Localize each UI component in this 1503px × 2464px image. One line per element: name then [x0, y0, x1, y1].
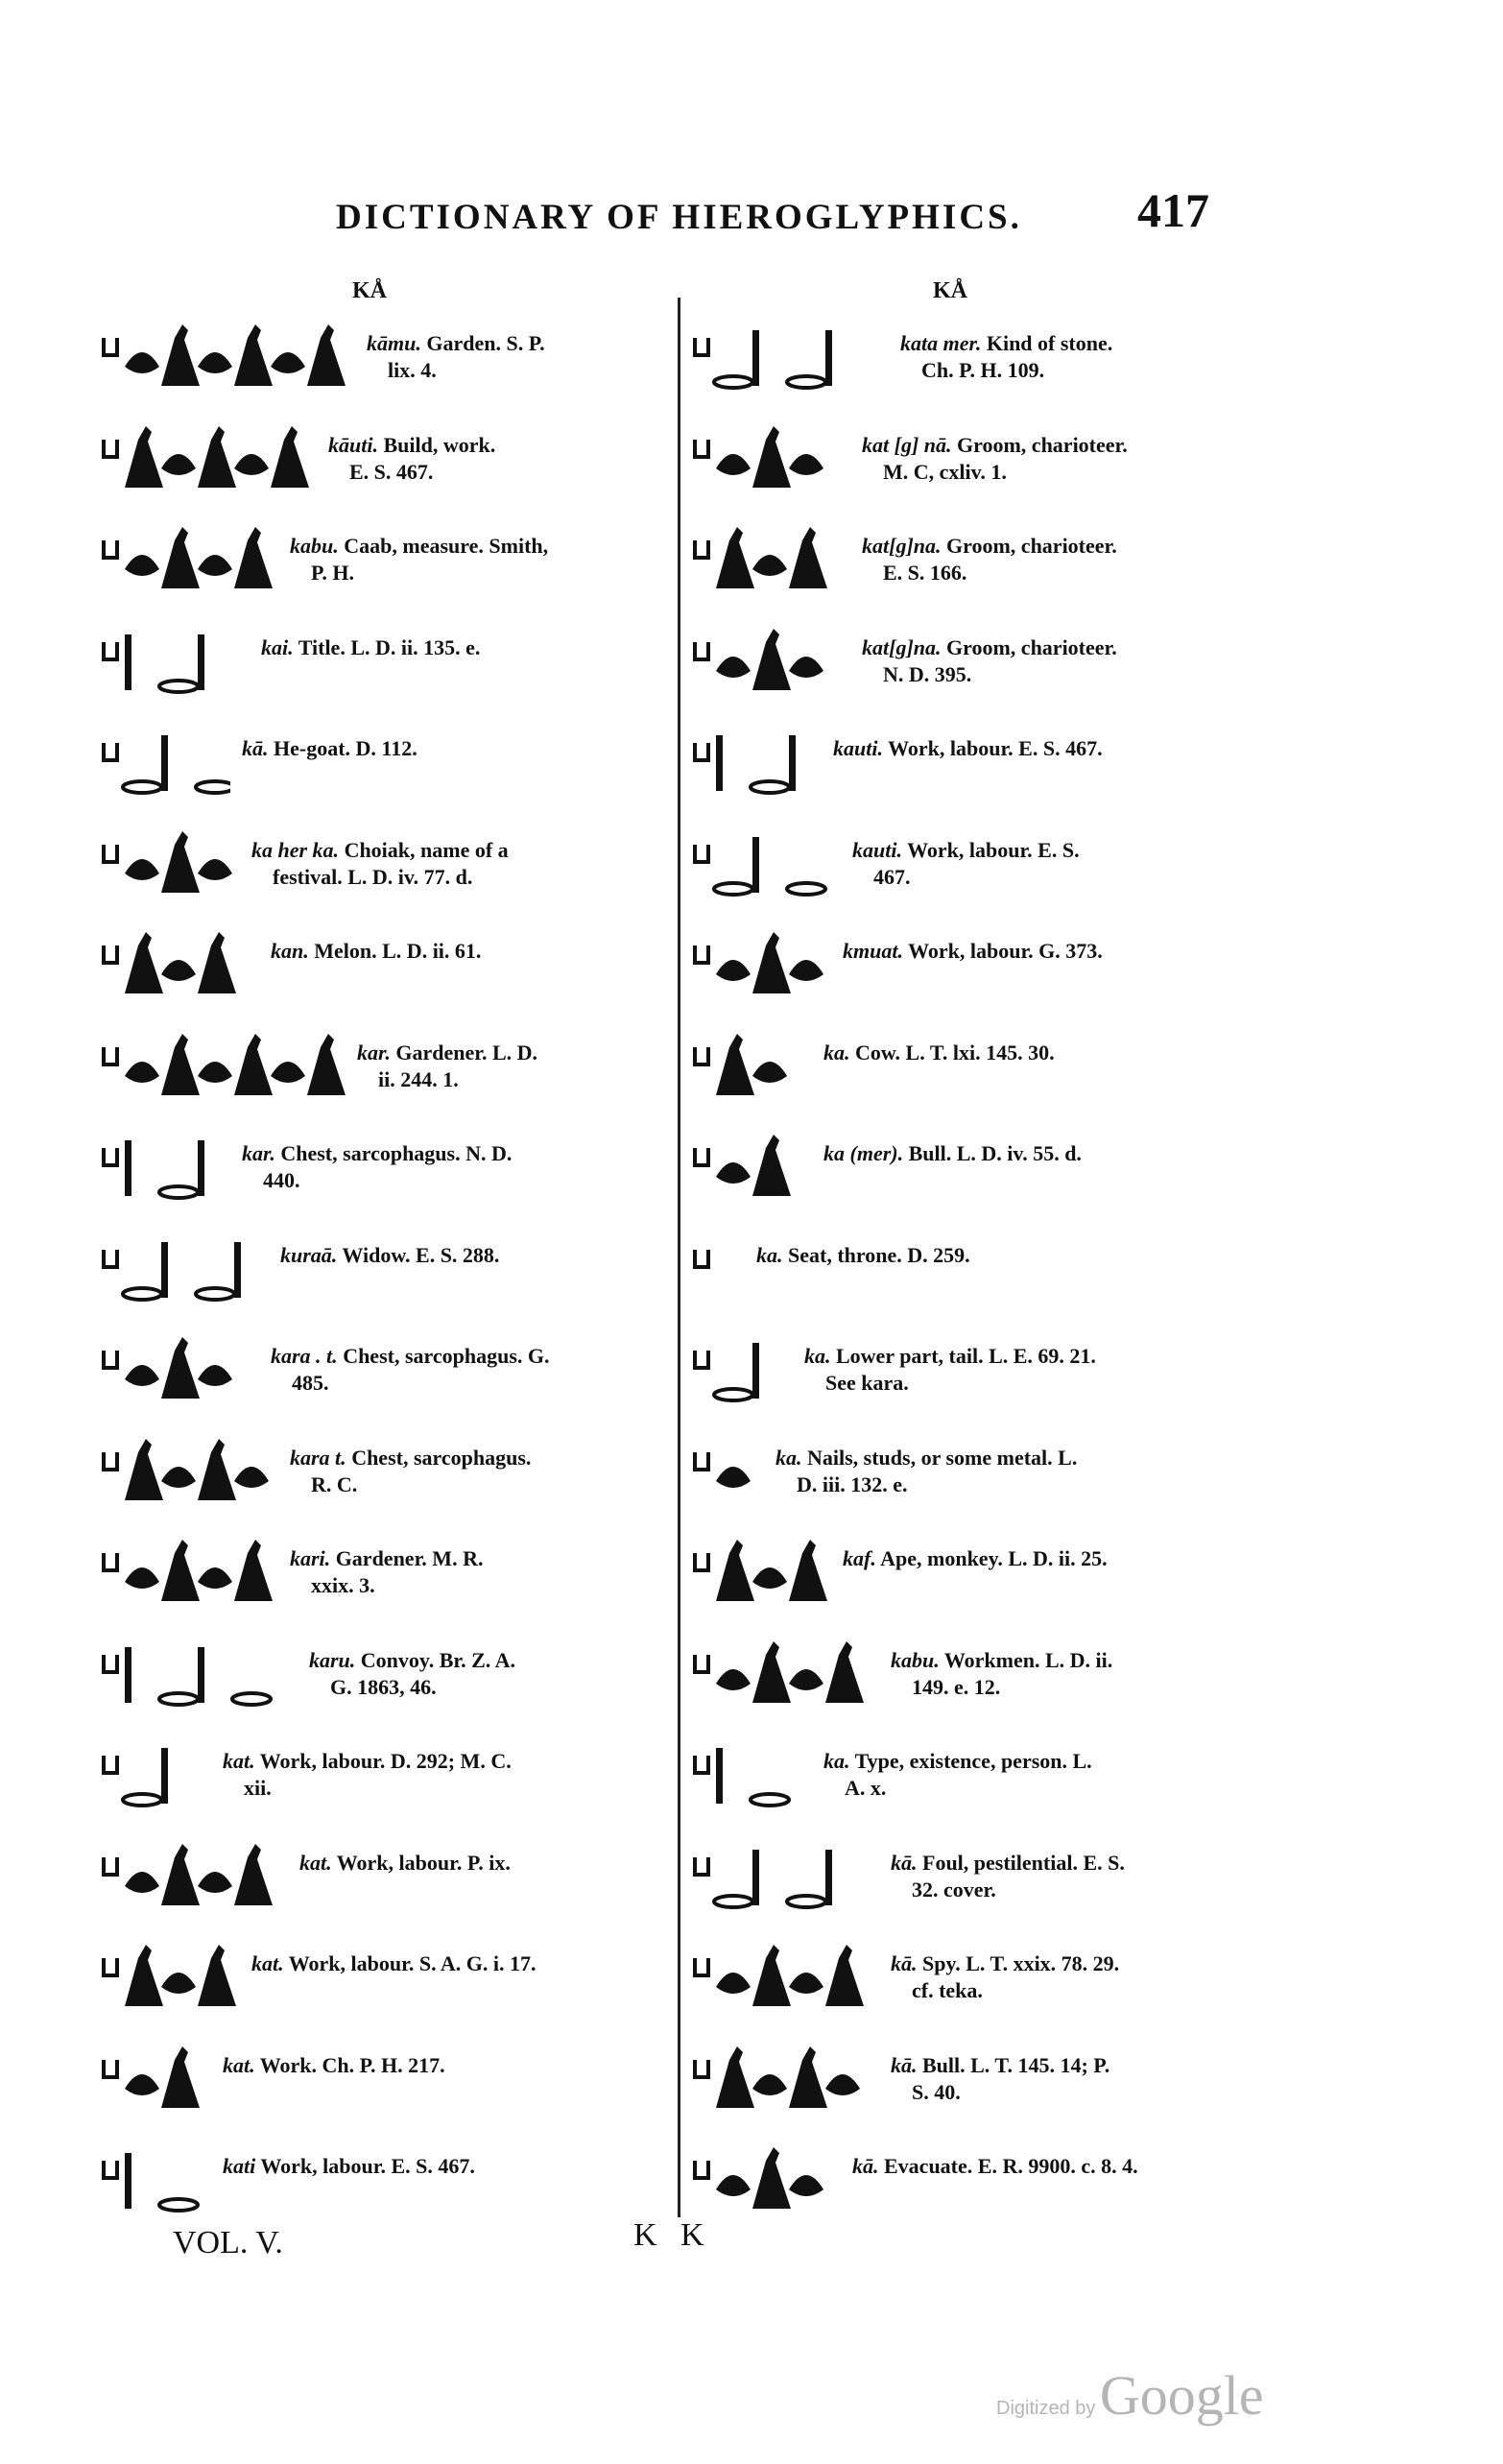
hieroglyph-group-icon — [96, 1626, 298, 1714]
hieroglyph-group-icon — [687, 512, 850, 600]
dictionary-entry — [96, 512, 653, 608]
entry-text — [223, 2153, 475, 2180]
entry-word: ka. — [823, 1749, 850, 1773]
entry-word: ka. — [775, 1446, 802, 1470]
entry-word: kat. — [223, 2053, 255, 2077]
entry-text — [862, 533, 1117, 586]
entry-definition: Lower part, tail. L. E. 69. 21. — [830, 1344, 1096, 1368]
dictionary-entry — [687, 1727, 1244, 1823]
entry-continuation: M. C, cxliv. 1. — [883, 460, 1007, 484]
dictionary-entry — [687, 512, 1244, 608]
entry-word: kaf. — [843, 1546, 876, 1570]
entry-continuation: G. 1863, 46. — [330, 1675, 437, 1699]
dictionary-entry — [96, 1018, 653, 1114]
entry-continuation: 32. cover. — [912, 1878, 996, 1902]
hieroglyph-group-icon — [96, 1727, 211, 1815]
entry-continuation: cf. teka. — [912, 1978, 983, 2002]
entry-text — [843, 938, 1103, 965]
entry-text — [251, 1950, 536, 1977]
entry-word: kari. — [290, 1546, 331, 1570]
dictionary-entry — [687, 1322, 1244, 1418]
entry-word: ka (mer). — [823, 1141, 904, 1165]
right-column-heading: KÅ — [933, 278, 967, 303]
entry-text — [271, 1343, 550, 1397]
entry-continuation: See kara. — [825, 1371, 909, 1395]
watermark-small: Digitized by — [996, 2398, 1096, 2419]
entry-definition: Work, labour. P. ix. — [331, 1851, 511, 1875]
entry-definition: Type, existence, person. L. — [849, 1749, 1092, 1773]
entry-text — [290, 533, 548, 586]
entry-continuation: 149. e. 12. — [912, 1675, 1001, 1699]
entry-definition: Seat, throne. D. 259. — [782, 1243, 970, 1267]
entry-text — [223, 1748, 512, 1802]
dictionary-entry — [687, 1829, 1244, 1925]
dictionary-entry — [96, 917, 653, 1013]
entry-definition: Cow. L. T. lxi. 145. 30. — [849, 1041, 1055, 1065]
entry-definition: Groom, charioteer. — [941, 534, 1117, 558]
entry-word: kara . t. — [271, 1344, 338, 1368]
entry-text — [309, 1647, 515, 1701]
entry-text — [280, 1242, 499, 1269]
dictionary-entry — [687, 816, 1244, 912]
entry-definition: Groom, charioteer. — [941, 635, 1117, 659]
entry-definition: Gardener. M. R. — [330, 1546, 484, 1570]
entry-text — [261, 634, 480, 661]
hieroglyph-group-icon — [96, 512, 278, 600]
entry-text — [223, 2052, 445, 2079]
entry-definition: Chest, sarcophagus. G. — [337, 1344, 550, 1368]
dictionary-entry — [687, 714, 1244, 810]
entry-definition: Garden. S. P. — [420, 331, 545, 355]
entry-definition: Convoy. Br. Z. A. — [355, 1648, 515, 1672]
hieroglyph-group-icon — [687, 1423, 764, 1512]
entry-definition: Ape, monkey. L. D. ii. 25. — [875, 1546, 1108, 1570]
entry-word: ka. — [804, 1344, 831, 1368]
entry-definition: Melon. L. D. ii. 61. — [308, 939, 482, 963]
entry-word: kāuti. — [328, 433, 378, 457]
entry-word: kabu. — [891, 1648, 940, 1672]
entry-word: kat. — [223, 1749, 255, 1773]
hieroglyph-group-icon — [96, 1423, 278, 1512]
entry-definition: Widow. E. S. 288. — [337, 1243, 500, 1267]
left-column-heading: KÅ — [352, 278, 387, 303]
dictionary-entry — [96, 2132, 653, 2228]
entry-text — [862, 432, 1128, 486]
entry-word: kar. — [357, 1041, 391, 1065]
dictionary-entry — [96, 1524, 653, 1620]
dictionary-entry — [687, 917, 1244, 1013]
entry-definition: Kind of stone. — [981, 331, 1113, 355]
entry-text — [804, 1343, 1096, 1397]
entry-text — [823, 1040, 1055, 1066]
dictionary-entry — [687, 1626, 1244, 1722]
dictionary-entry — [96, 1322, 653, 1418]
hieroglyph-group-icon — [687, 1322, 793, 1410]
hieroglyph-group-icon — [687, 1626, 879, 1714]
hieroglyph-group-icon — [687, 1727, 812, 1815]
hieroglyph-group-icon — [687, 1829, 879, 1917]
entry-word: ka. — [756, 1243, 783, 1267]
entry-definition: Work, labour. E. S. 467. — [255, 2154, 475, 2178]
hieroglyph-group-icon — [687, 714, 822, 802]
entry-text — [900, 330, 1112, 384]
entry-text — [891, 1950, 1119, 2004]
entry-definition: Work, labour. E. S. — [901, 838, 1080, 862]
page-number: 417 — [1137, 183, 1209, 237]
entry-definition: Evacuate. E. R. 9900. c. 8. 4. — [878, 2154, 1138, 2178]
hieroglyph-group-icon — [687, 2031, 879, 2119]
dictionary-entry — [687, 411, 1244, 507]
entry-text — [271, 938, 481, 965]
hieroglyph-group-icon — [96, 714, 230, 802]
entry-text — [852, 2153, 1138, 2180]
entry-text — [843, 1545, 1108, 1572]
entry-text — [290, 1545, 483, 1599]
entry-continuation: 485. — [292, 1371, 329, 1395]
entry-word: kat. — [251, 1951, 284, 1975]
dictionary-entry — [96, 1221, 653, 1317]
hieroglyph-group-icon — [687, 816, 841, 904]
entry-definition: Bull. L. T. 145. 14; P. — [917, 2053, 1110, 2077]
entry-text — [756, 1242, 970, 1269]
entry-definition: Nails, studs, or some metal. L. — [801, 1446, 1078, 1470]
hieroglyph-group-icon — [687, 309, 889, 397]
hieroglyph-group-icon — [96, 1829, 288, 1917]
hieroglyph-group-icon — [96, 2031, 211, 2119]
entry-word: karu. — [309, 1648, 356, 1672]
entry-word: kā. — [891, 1951, 918, 1975]
entry-definition: Work, labour. D. 292; M. C. — [254, 1749, 512, 1773]
hieroglyph-group-icon — [96, 1018, 346, 1107]
hieroglyph-group-icon — [687, 1018, 812, 1107]
entry-word: kai. — [261, 635, 294, 659]
entry-continuation: D. iii. 132. e. — [797, 1472, 908, 1496]
entry-continuation: ii. 244. 1. — [378, 1067, 459, 1091]
entry-word: kmuat. — [843, 939, 903, 963]
column-divider — [678, 298, 680, 2217]
entry-continuation: S. 40. — [912, 2080, 961, 2104]
entry-word: kat[g]na. — [862, 635, 942, 659]
dictionary-entry — [96, 309, 653, 405]
dictionary-entry — [687, 1929, 1244, 2025]
dictionary-entry — [687, 2031, 1244, 2127]
dictionary-entry — [96, 411, 653, 507]
entry-continuation: xxix. 3. — [311, 1573, 375, 1597]
entry-text — [891, 2052, 1109, 2106]
entry-definition: Work, labour. S. A. G. i. 17. — [283, 1951, 537, 1975]
dictionary-entry — [96, 1626, 653, 1722]
entry-definition: Foul, pestilential. E. S. — [917, 1851, 1125, 1875]
entry-text — [299, 1850, 511, 1877]
entry-continuation: R. C. — [311, 1472, 358, 1496]
entry-continuation: P. H. — [311, 561, 355, 585]
entry-word: kuraā. — [280, 1243, 338, 1267]
entry-text — [328, 432, 495, 486]
signature-mark: K K — [633, 2217, 712, 2253]
hieroglyph-group-icon — [96, 309, 355, 397]
entry-text — [823, 1748, 1092, 1802]
entry-continuation: E. S. 467. — [349, 460, 434, 484]
entry-word: kat[g]na. — [862, 534, 942, 558]
entry-continuation: lix. 4. — [388, 358, 437, 382]
dictionary-entry — [96, 1119, 653, 1215]
entry-text — [367, 330, 545, 384]
entry-word: kauti. — [833, 736, 883, 760]
entry-text — [242, 1140, 512, 1194]
entry-definition: Chest, sarcophagus. — [346, 1446, 532, 1470]
dictionary-entry — [96, 1829, 653, 1925]
watermark-logo: Google — [1099, 2364, 1264, 2427]
google-watermark — [996, 2363, 1264, 2428]
entry-word: kar. — [242, 1141, 275, 1165]
entry-text — [290, 1445, 531, 1498]
dictionary-entry — [96, 1727, 653, 1823]
entry-definition: Build, work. — [377, 433, 496, 457]
hieroglyph-group-icon — [96, 2132, 211, 2220]
entry-definition: Gardener. L. D. — [390, 1041, 538, 1065]
entry-word: kara t. — [290, 1446, 346, 1470]
entry-word: kabu. — [290, 534, 339, 558]
dictionary-entry — [687, 1018, 1244, 1114]
entry-word: ka. — [823, 1041, 850, 1065]
hieroglyph-group-icon — [96, 1119, 230, 1208]
hieroglyph-group-icon — [687, 2132, 841, 2220]
dictionary-entry — [687, 613, 1244, 709]
entry-word: kauti. — [852, 838, 902, 862]
entry-continuation: Ch. P. H. 109. — [921, 358, 1045, 382]
entry-text — [357, 1040, 537, 1093]
entry-continuation: A. x. — [845, 1776, 887, 1800]
hieroglyph-group-icon — [687, 613, 850, 702]
entry-text — [852, 837, 1080, 891]
hieroglyph-group-icon — [96, 1524, 278, 1613]
dictionary-entry — [687, 2132, 1244, 2228]
entry-continuation: 467. — [873, 865, 911, 889]
entry-continuation: 440. — [263, 1168, 300, 1192]
dictionary-entry — [687, 1524, 1244, 1620]
hieroglyph-group-icon — [96, 613, 250, 702]
volume-label: VOL. V. — [173, 2225, 283, 2261]
entry-text — [891, 1850, 1125, 1903]
entry-text — [251, 837, 509, 891]
entry-text — [891, 1647, 1112, 1701]
entry-definition: Chest, sarcophagus. N. D. — [274, 1141, 513, 1165]
hieroglyph-group-icon — [96, 1221, 269, 1309]
entry-word: kata mer. — [900, 331, 982, 355]
dictionary-entry — [687, 1423, 1244, 1519]
hieroglyph-group-icon — [687, 1119, 812, 1208]
hieroglyph-group-icon — [687, 1929, 879, 2018]
hieroglyph-group-icon — [687, 1524, 831, 1613]
entry-definition: Caab, measure. Smith, — [338, 534, 549, 558]
dictionary-entry — [96, 816, 653, 912]
dictionary-entry — [96, 1423, 653, 1519]
entry-word: kāmu. — [367, 331, 421, 355]
hieroglyph-group-icon — [96, 816, 240, 904]
entry-text — [242, 735, 418, 762]
entry-text — [823, 1140, 1082, 1167]
entry-word: kā. — [242, 736, 269, 760]
hieroglyph-group-icon — [96, 1929, 240, 2018]
entry-definition: Spy. L. T. xxix. 78. 29. — [917, 1951, 1120, 1975]
entry-word: kā. — [891, 1851, 918, 1875]
entry-word: kati — [223, 2154, 256, 2178]
entry-word: kan. — [271, 939, 309, 963]
entry-continuation: E. S. 166. — [883, 561, 967, 585]
entry-word: kat. — [299, 1851, 332, 1875]
entry-text — [862, 634, 1117, 688]
hieroglyph-group-icon — [687, 411, 850, 499]
entry-definition: Work, labour. E. S. 467. — [882, 736, 1103, 760]
hieroglyph-group-icon — [96, 917, 259, 1005]
dictionary-entry — [96, 613, 653, 709]
entry-definition: Title. L. D. ii. 135. e. — [293, 635, 481, 659]
dictionary-entry — [687, 309, 1244, 405]
page-title: DICTIONARY OF HIEROGLYPHICS. — [336, 198, 1022, 237]
hieroglyph-group-icon — [96, 411, 317, 499]
entry-definition: Workmen. L. D. ii. — [939, 1648, 1113, 1672]
entry-word: kā. — [891, 2053, 918, 2077]
entry-definition: Work, labour. G. 373. — [902, 939, 1103, 963]
entry-continuation: festival. L. D. iv. 77. d. — [273, 865, 473, 889]
dictionary-entry — [96, 2031, 653, 2127]
hieroglyph-group-icon — [687, 1221, 745, 1309]
entry-word: kā. — [852, 2154, 879, 2178]
entry-definition: Choiak, name of a — [339, 838, 509, 862]
entry-definition: Work. Ch. P. H. 217. — [254, 2053, 445, 2077]
entry-definition: Groom, charioteer. — [951, 433, 1128, 457]
dictionary-entry — [687, 1119, 1244, 1215]
entry-text — [775, 1445, 1077, 1498]
entry-word: kat [g] nā. — [862, 433, 952, 457]
entry-continuation: xii. — [244, 1776, 272, 1800]
dictionary-entry — [96, 714, 653, 810]
hieroglyph-group-icon — [96, 1322, 259, 1410]
entry-definition: He-goat. D. 112. — [268, 736, 418, 760]
entry-word: ka her ka. — [251, 838, 340, 862]
entry-definition: Bull. L. D. iv. 55. d. — [903, 1141, 1082, 1165]
dictionary-entry — [687, 1221, 1244, 1317]
entry-continuation: N. D. 395. — [883, 662, 972, 686]
dictionary-entry — [96, 1929, 653, 2025]
entry-text — [833, 735, 1103, 762]
hieroglyph-group-icon — [687, 917, 831, 1005]
